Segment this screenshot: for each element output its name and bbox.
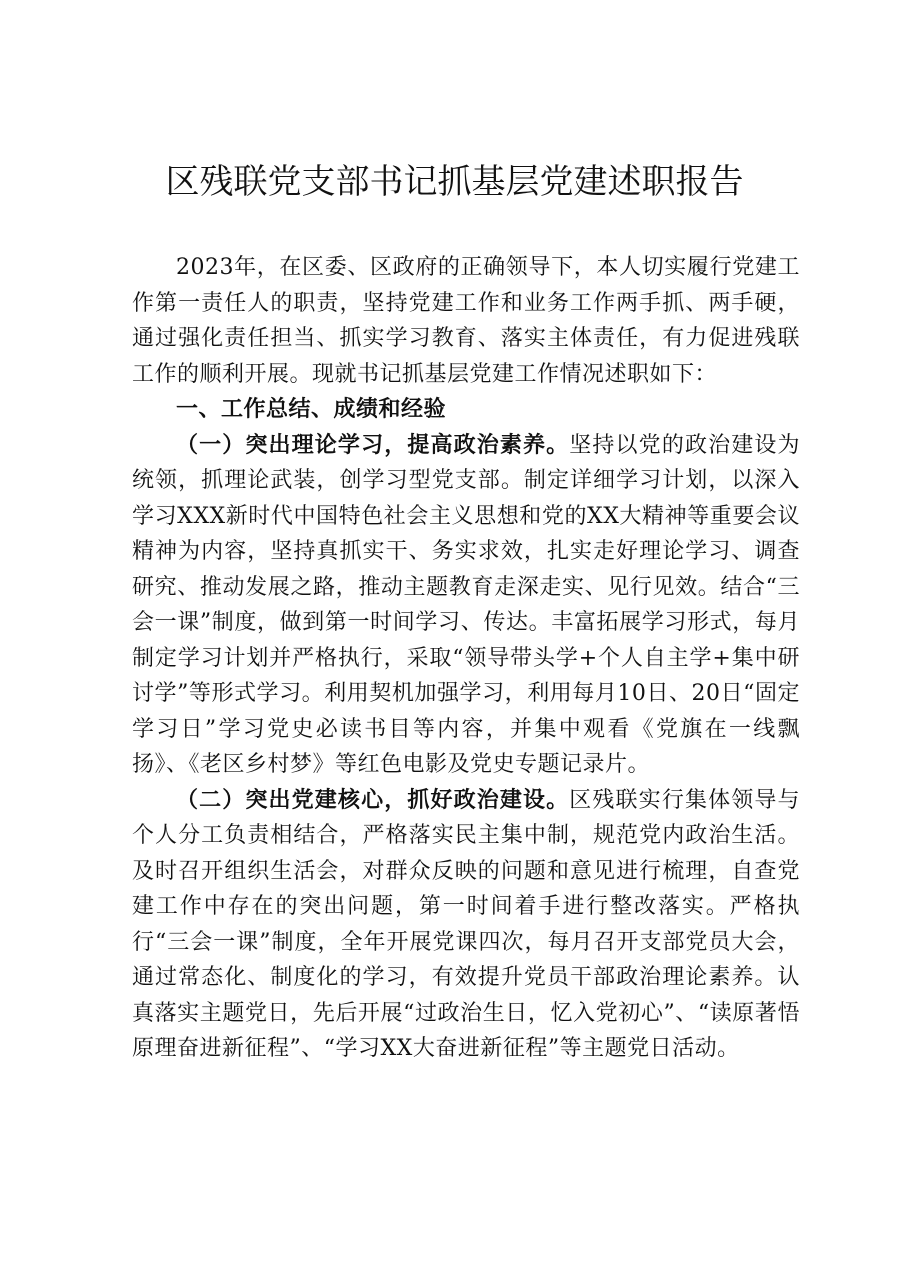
item2-paragraph bbox=[132, 783, 800, 1067]
document-title: 区残联党支部书记抓基层党建述职报告 bbox=[165, 162, 744, 202]
item1-body: 坚持以党的政治建设为统领，抓理论武装，创学习型党支部。制定详细学习计划，以深入学习XXX新时代中国特色社会主义思想和党的XX大精神等重要会议精神为内容，坚持真抓实干、务实求效，扎实走好理论学习、调查研究、推动发展之路，推动主题教育走深走实、见行见效。结合“三会一课”制度，做到第一时间学习、传达。丰富拓展学习形式，每月制定学习计划并严格执行，采取“领导带头学+个人自主学+集中研讨学”等形式学习。利用契机加强学习，利用每月10日、20日“固定学习日”学习党史必读书目等内容，并集中观看《党旗在一线飘扬》、《老区乡村梦》等红色电影及党史专题记录片。 bbox=[132, 432, 801, 777]
item2-lead: （二）突出党建核心，抓好政治建设。 bbox=[176, 786, 570, 813]
item1-paragraph bbox=[132, 428, 800, 783]
section-heading: 一、工作总结、成绩和经验 bbox=[176, 397, 447, 422]
document-body bbox=[132, 250, 800, 1067]
item1-lead: （一）突出理论学习，提高政治素养。 bbox=[176, 431, 570, 458]
intro-paragraph: 2023年，在区委、区政府的正确领导下，本人切实履行党建工作第一责任人的职责，坚持党建工作和业务工作两手抓、两手硬，通过强化责任担当、抓实学习教育、落实主体责任，有力促进残联工作的顺利开展。现就书记抓基层党建工作情况述职如下： bbox=[132, 255, 800, 387]
item2-body: 区残联实行集体领导与个人分工负责相结合，严格落实民主集中制，规范党内政治生活。及时召开组织生活会，对群众反映的问题和意见进行梳理，自查党建工作中存在的突出问题，第一时间着手进行整改落实。严格执行“三会一课”制度，全年开展党课四次，每月召开支部党员大会，通过常态化、制度化的学习，有效提升党员干部政治理论素养。认真落实主题党日，先后开展“过政治生日，忆入党初心”、“读原著悟原理奋进新征程”、“学习XX大奋进新征程”等主题党日活动。 bbox=[132, 787, 800, 1061]
